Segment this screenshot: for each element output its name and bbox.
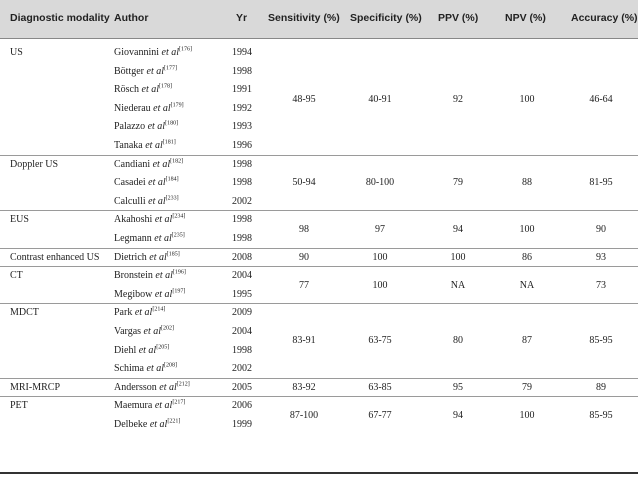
year-cell: 1998 [232, 158, 252, 170]
header-accuracy: Accuracy (%) [571, 12, 638, 24]
specificity-cell: 80-100 [365, 177, 395, 189]
modality-cell: MRI-MRCP [10, 381, 61, 393]
ppv-cell: NA [450, 279, 466, 291]
author-cell: Giovannini et al[176] [114, 46, 192, 58]
year-cell: 2004 [232, 270, 252, 282]
sensitivity-cell: 48-95 [292, 93, 316, 105]
accuracy-cell: 85-95 [589, 335, 613, 347]
year-cell: 1994 [232, 47, 252, 58]
author-cell: Bronstein et al[196] [114, 269, 186, 282]
specificity-cell: 67-77 [368, 409, 392, 421]
npv-cell: 87 [522, 335, 532, 347]
author-cell: Diehl et al[205] [114, 344, 170, 356]
ppv-cell: 79 [453, 177, 463, 189]
author-cell: Schima et al[208] [114, 362, 177, 375]
author-cell: Tanaka et al[181] [114, 139, 176, 151]
ppv-cell: 95 [453, 381, 463, 393]
specificity-cell: 40-91 [368, 93, 392, 105]
author-cell: Dietrich et al[185] [114, 251, 180, 263]
year-cell: 1998 [232, 233, 252, 244]
group-divider [0, 266, 638, 267]
accuracy-cell: 85-95 [589, 409, 613, 421]
accuracy-cell: 81-95 [589, 177, 613, 189]
author-cell: Palazzo et al[180] [114, 121, 179, 133]
year-cell: 2002 [232, 363, 252, 375]
author-cell: Park et al[214] [114, 307, 166, 319]
author-cell: Vargas et al[202] [114, 325, 175, 337]
year-cell: 1998 [232, 177, 252, 189]
npv-cell: 79 [522, 381, 532, 393]
year-cell: 1996 [232, 140, 252, 151]
accuracy-cell: 93 [596, 251, 606, 263]
year-cell: 1995 [232, 288, 252, 300]
year-cell: 2002 [232, 195, 252, 207]
specificity-cell: 100 [372, 251, 388, 263]
ppv-cell: 94 [453, 409, 463, 421]
group-divider [0, 248, 638, 249]
year-cell: 1999 [232, 419, 252, 430]
group-divider [0, 378, 638, 379]
header-yr: Yr [236, 12, 248, 24]
modality-cell: PET [10, 400, 28, 412]
author-cell: Akahoshi et al[234] [114, 214, 186, 226]
header-ppv: PPV (%) [438, 12, 479, 24]
npv-cell: 100 [519, 93, 535, 105]
author-cell: Andersson et al[212] [114, 381, 190, 393]
npv-cell: NA [519, 279, 535, 291]
year-cell: 1991 [232, 84, 252, 96]
year-cell: 1993 [232, 121, 252, 133]
year-cell: 2005 [232, 381, 252, 393]
modality-cell: Doppler US [10, 158, 59, 170]
author-cell: Maemura et al[217] [114, 400, 186, 412]
ppv-cell: 92 [453, 93, 463, 105]
ppv-cell: 100 [450, 251, 466, 263]
bottom-rule [0, 472, 638, 474]
year-cell: 2008 [232, 251, 252, 263]
accuracy-cell: 46-64 [589, 93, 613, 105]
table-header [0, 0, 638, 39]
author-cell: Megibow et al[197] [114, 288, 186, 300]
author-cell: Calculli et al[233] [114, 195, 179, 207]
modality-cell: US [10, 47, 23, 58]
author-cell: Niederau et al[179] [114, 102, 184, 114]
year-cell: 1992 [232, 102, 252, 114]
npv-cell: 86 [522, 251, 532, 263]
group-divider [0, 303, 638, 304]
accuracy-cell: 90 [596, 223, 606, 235]
header-npv: NPV (%) [505, 12, 546, 24]
author-cell: Delbeke et al[221] [114, 418, 181, 430]
header-sensitivity: Sensitivity (%) [268, 12, 340, 24]
author-cell: Candiani et al[182] [114, 158, 184, 170]
header-modality: Diagnostic modality [10, 12, 110, 24]
npv-cell: 100 [519, 223, 535, 235]
ppv-cell: 94 [453, 223, 463, 235]
accuracy-cell: 89 [596, 381, 606, 393]
npv-cell: 88 [522, 177, 532, 189]
ppv-cell: 80 [453, 335, 463, 347]
author-cell: Böttger et al[177] [114, 65, 177, 77]
year-cell: 1998 [232, 344, 252, 356]
sensitivity-cell: 98 [299, 223, 309, 235]
modality-cell: EUS [10, 214, 29, 226]
header-author: Author [114, 12, 149, 24]
specificity-cell: 100 [372, 279, 388, 291]
sensitivity-cell: 83-91 [292, 335, 316, 347]
year-cell: 2009 [232, 307, 252, 319]
author-cell: Rösch et al[178] [114, 83, 172, 96]
author-cell: Casadei et al[184] [114, 176, 179, 189]
accuracy-cell: 73 [596, 279, 606, 291]
year-cell: 1998 [232, 214, 252, 226]
year-cell: 2004 [232, 326, 252, 337]
group-divider [0, 210, 638, 211]
sensitivity-cell: 90 [299, 251, 309, 263]
header-specificity: Specificity (%) [350, 12, 422, 24]
specificity-cell: 63-85 [368, 381, 392, 393]
sensitivity-cell: 87-100 [289, 409, 319, 421]
modality-cell: MDCT [10, 307, 39, 319]
sensitivity-cell: 50-94 [292, 177, 316, 189]
sensitivity-cell: 83-92 [292, 381, 316, 393]
year-cell: 2006 [232, 400, 252, 412]
group-divider [0, 155, 638, 156]
modality-cell: Contrast enhanced US [10, 251, 100, 263]
npv-cell: 100 [519, 409, 535, 421]
group-divider [0, 396, 638, 397]
specificity-cell: 97 [375, 223, 385, 235]
year-cell: 1998 [232, 65, 252, 77]
sensitivity-cell: 77 [299, 279, 309, 291]
author-cell: Legmann et al[235] [114, 232, 185, 244]
modality-cell: CT [10, 270, 23, 282]
specificity-cell: 63-75 [368, 335, 392, 347]
